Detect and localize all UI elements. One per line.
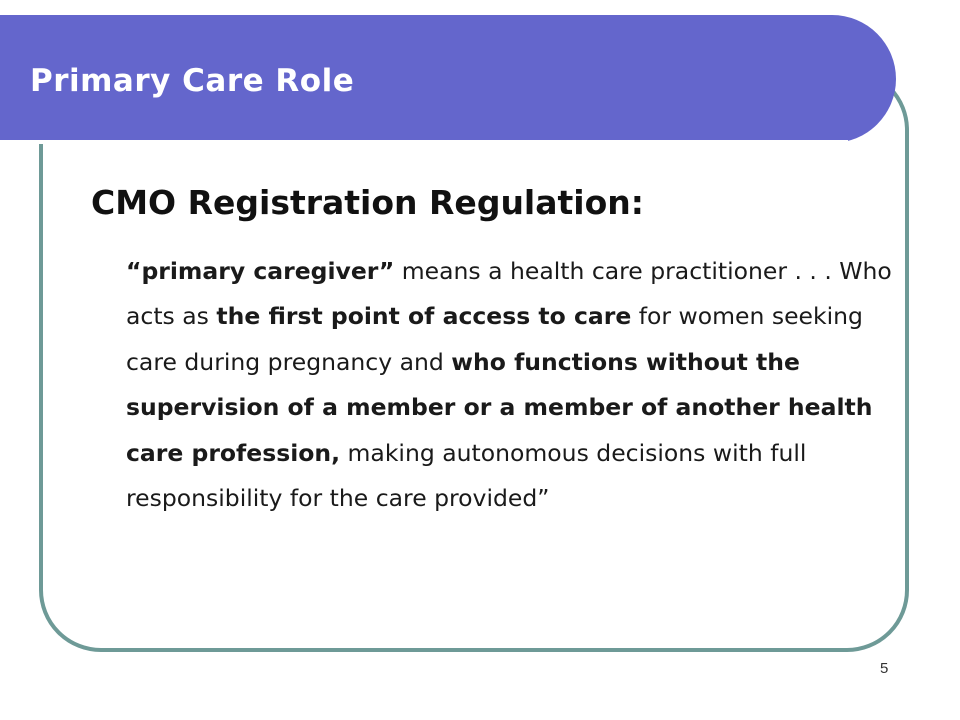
- page-number: 5: [880, 660, 889, 677]
- title-banner: [0, 15, 896, 143]
- definition-text-1: means a health care practitioner . . . Who acts as: [126, 257, 892, 331]
- definition-emphasis-1: the first point of access to care: [216, 302, 632, 331]
- definition-text-2: for women seeking care during pregnancy and: [126, 302, 863, 376]
- slide-heading: CMO Registration Regulation:: [91, 183, 644, 222]
- slide-title: Primary Care Role: [30, 63, 355, 99]
- definition-emphasis-2: who functions without the supervision of a member or a member of another health care profession,: [126, 347, 873, 467]
- title-underline: [0, 140, 848, 144]
- definition-paragraph: [126, 249, 896, 521]
- definition-term: “primary caregiver”: [126, 257, 395, 285]
- definition-text-3: making autonomous decisions with full responsibility for the care provided”: [126, 438, 807, 513]
